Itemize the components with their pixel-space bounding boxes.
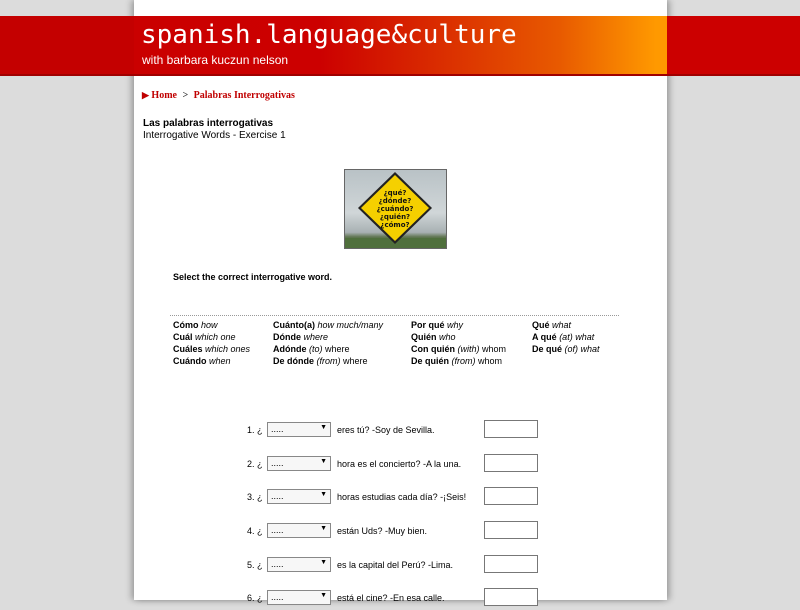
triangle-down-icon: ▼ (320, 458, 327, 465)
answer-select[interactable]: ..... ▼ (267, 557, 331, 572)
triangle-down-icon: ▼ (320, 559, 327, 566)
feedback-field[interactable] (484, 521, 538, 539)
breadcrumb-home-link[interactable]: Home (151, 90, 177, 101)
question-text: hora es el concierto? -A la una. (337, 459, 462, 469)
site-subtitle: with barbara kuczun nelson (142, 53, 289, 67)
triangle-right-icon: ▶ (142, 90, 149, 100)
vocab-entry: De qué (of) what (532, 344, 600, 354)
breadcrumb-current[interactable]: Palabras Interrogativas (193, 90, 295, 101)
question-row (134, 557, 667, 577)
question-row (134, 523, 667, 543)
answer-select[interactable]: ..... ▼ (267, 422, 331, 437)
vocab-entry: De dónde (from) where (273, 356, 368, 366)
feedback-field[interactable] (484, 454, 538, 472)
banner-left-edge (0, 16, 134, 74)
sign-line-2: ¿dónde? (378, 197, 412, 205)
feedback-field[interactable] (484, 555, 538, 573)
banner-right-edge (667, 16, 800, 74)
sign-line-1: ¿qué? (383, 189, 407, 197)
feedback-field[interactable] (484, 487, 538, 505)
triangle-down-icon: ▼ (320, 525, 327, 532)
site-title[interactable]: spanish.language&culture (141, 20, 517, 50)
question-number: 1. ¿ (247, 425, 263, 435)
question-text: es la capital del Perú? -Lima. (337, 560, 454, 570)
vocab-entry: Por qué why (411, 320, 464, 330)
vocab-entry: Cómo how (173, 320, 218, 330)
question-text: está el cine? -En esa calle. (337, 593, 445, 603)
page-subheading: Interrogative Words - Exercise 1 (143, 130, 286, 141)
question-number: 6. ¿ (247, 593, 263, 603)
answer-select[interactable]: ..... ▼ (267, 489, 331, 504)
question-text: están Uds? -Muy bien. (337, 526, 428, 536)
triangle-down-icon: ▼ (320, 592, 327, 599)
vocab-entry: De quién (from) whom (411, 356, 503, 366)
question-row (134, 456, 667, 476)
question-number: 2. ¿ (247, 459, 263, 469)
vocab-entry: Cuándo when (173, 356, 231, 366)
sign-line-4: ¿quién? (379, 213, 411, 221)
question-row (134, 422, 667, 442)
vocab-entry: Adónde (to) where (273, 344, 350, 354)
question-number: 4. ¿ (247, 526, 263, 536)
vocab-entry: Cuáles which ones (173, 344, 251, 354)
vocab-entry: Cuál which one (173, 332, 236, 342)
sign-line-3: ¿cuándo? (376, 205, 414, 213)
triangle-down-icon: ▼ (320, 424, 327, 431)
question-number: 5. ¿ (247, 560, 263, 570)
answer-select[interactable]: ..... ▼ (267, 523, 331, 538)
vocab-entry: A qué (at) what (532, 332, 595, 342)
question-row (134, 590, 667, 610)
question-number: 3. ¿ (247, 492, 263, 502)
answer-select[interactable]: ..... ▼ (267, 590, 331, 605)
question-text: eres tú? -Soy de Sevilla. (337, 425, 435, 435)
question-row (134, 489, 667, 509)
feedback-field[interactable] (484, 588, 538, 606)
sign-line-5: ¿cómo? (380, 221, 410, 229)
vocab-entry: Quién who (411, 332, 456, 342)
exercise-instruction: Select the correct interrogative word. (173, 272, 333, 282)
vocab-entry: Dónde where (273, 332, 329, 342)
answer-select[interactable]: ..... ▼ (267, 456, 331, 471)
question-text: horas estudias cada día? -¡Seis! (337, 492, 467, 502)
feedback-field[interactable] (484, 420, 538, 438)
vocab-entry: Cuánto(a) how much/many (273, 320, 384, 330)
vocab-entry: Qué what (532, 320, 572, 330)
breadcrumb-separator: > (182, 90, 189, 101)
vocab-entry: Con quién (with) whom (411, 344, 507, 354)
triangle-down-icon: ▼ (320, 491, 327, 498)
page-heading: Las palabras interrogativas (143, 118, 274, 129)
question-list (134, 0, 667, 603)
